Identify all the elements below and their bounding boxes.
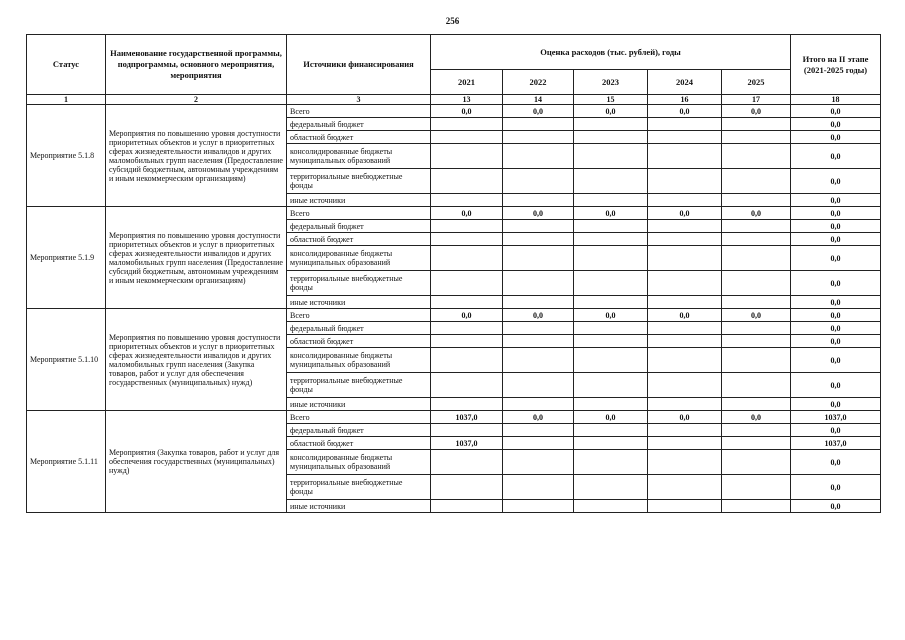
table-row xyxy=(27,309,881,322)
total-value: 0,0 xyxy=(791,398,881,411)
total-value: 0,0 xyxy=(791,207,881,220)
year-value xyxy=(431,398,503,411)
funding-source: областной бюджет xyxy=(287,233,431,246)
year-value: 0,0 xyxy=(722,105,791,118)
year-value xyxy=(722,194,791,207)
activity-status: Мероприятие 5.1.10 xyxy=(27,309,106,411)
total-value: 0,0 xyxy=(791,309,881,322)
year-value xyxy=(574,246,648,271)
year-value xyxy=(648,194,722,207)
table-row xyxy=(27,207,881,220)
year-value xyxy=(431,118,503,131)
year-value: 0,0 xyxy=(503,309,574,322)
year-value: 0,0 xyxy=(503,105,574,118)
header-program: Наименование государственной программы, подпрограммы, основного мероприятия, мероприятия xyxy=(106,35,287,95)
year-value: 0,0 xyxy=(574,207,648,220)
year-value xyxy=(722,220,791,233)
year-value xyxy=(431,475,503,500)
year-value xyxy=(503,233,574,246)
year-value xyxy=(503,335,574,348)
funding-source: Всего xyxy=(287,105,431,118)
header-row xyxy=(27,35,881,70)
year-value: 0,0 xyxy=(431,207,503,220)
year-value xyxy=(648,424,722,437)
year-value xyxy=(503,131,574,144)
year-value: 0,0 xyxy=(503,207,574,220)
year-value xyxy=(722,475,791,500)
year-value xyxy=(648,450,722,475)
year-value xyxy=(722,118,791,131)
total-value: 0,0 xyxy=(791,500,881,513)
year-value xyxy=(574,169,648,194)
header-year: 2021 xyxy=(431,70,503,95)
year-value xyxy=(648,437,722,450)
year-value xyxy=(722,131,791,144)
funding-source: иные источники xyxy=(287,398,431,411)
total-value: 0,0 xyxy=(791,220,881,233)
column-number: 14 xyxy=(503,95,574,105)
funding-source: Всего xyxy=(287,207,431,220)
year-value xyxy=(648,131,722,144)
year-value xyxy=(574,398,648,411)
year-value xyxy=(722,500,791,513)
year-value xyxy=(503,220,574,233)
year-value xyxy=(648,246,722,271)
funding-source: консолидированные бюджеты муниципальных образований xyxy=(287,348,431,373)
year-value xyxy=(503,271,574,296)
activity-description: Мероприятия (Закупка товаров, работ и услуг для обеспечения государственных (муниципальных) нужд) xyxy=(106,411,287,513)
funding-source: территориальные внебюджетные фонды xyxy=(287,271,431,296)
activity-description: Мероприятия по повышению уровня доступности приоритетных объектов и услуг в приоритетных сферах жизнедеятельности инвалидов и других маломобильных групп населения (Закупка товаров, работ и услуг для обеспечения государственных (муниципальных) нужд) xyxy=(106,309,287,411)
total-value: 0,0 xyxy=(791,373,881,398)
total-value: 0,0 xyxy=(791,246,881,271)
year-value xyxy=(574,348,648,373)
year-value xyxy=(503,398,574,411)
total-value: 0,0 xyxy=(791,348,881,373)
year-value xyxy=(648,373,722,398)
funding-source: федеральный бюджет xyxy=(287,424,431,437)
funding-source: иные источники xyxy=(287,194,431,207)
funding-source: федеральный бюджет xyxy=(287,220,431,233)
year-value xyxy=(503,373,574,398)
total-value: 0,0 xyxy=(791,118,881,131)
year-value xyxy=(722,271,791,296)
funding-source: территориальные внебюджетные фонды xyxy=(287,169,431,194)
year-value xyxy=(431,194,503,207)
header-year: 2023 xyxy=(574,70,648,95)
year-value xyxy=(503,500,574,513)
year-value xyxy=(431,220,503,233)
column-number: 13 xyxy=(431,95,503,105)
year-value xyxy=(574,296,648,309)
total-value: 0,0 xyxy=(791,475,881,500)
year-value: 0,0 xyxy=(648,309,722,322)
year-value xyxy=(574,335,648,348)
table-row xyxy=(27,411,881,424)
year-value xyxy=(574,144,648,169)
year-value xyxy=(722,169,791,194)
funding-source: областной бюджет xyxy=(287,437,431,450)
funding-source: федеральный бюджет xyxy=(287,118,431,131)
year-value xyxy=(722,437,791,450)
column-number: 16 xyxy=(648,95,722,105)
header-sources: Источники финансирования xyxy=(287,35,431,95)
year-value xyxy=(648,118,722,131)
activity-status: Мероприятие 5.1.9 xyxy=(27,207,106,309)
column-numbers-row xyxy=(27,95,881,105)
year-value xyxy=(648,398,722,411)
total-value: 0,0 xyxy=(791,450,881,475)
total-value: 0,0 xyxy=(791,105,881,118)
header-total: Итого на II этапе (2021-2025 годы) xyxy=(791,35,881,95)
total-value: 0,0 xyxy=(791,296,881,309)
funding-source: иные источники xyxy=(287,296,431,309)
year-value xyxy=(722,335,791,348)
year-value xyxy=(574,131,648,144)
funding-source: областной бюджет xyxy=(287,335,431,348)
year-value xyxy=(574,322,648,335)
funding-source: консолидированные бюджеты муниципальных образований xyxy=(287,144,431,169)
year-value xyxy=(574,194,648,207)
year-value xyxy=(503,246,574,271)
year-value xyxy=(574,450,648,475)
year-value xyxy=(648,322,722,335)
year-value xyxy=(722,424,791,437)
year-value xyxy=(503,194,574,207)
activity-status: Мероприятие 5.1.11 xyxy=(27,411,106,513)
column-number: 2 xyxy=(106,95,287,105)
column-number: 3 xyxy=(287,95,431,105)
year-value xyxy=(574,424,648,437)
year-value: 0,0 xyxy=(574,105,648,118)
funding-source: Всего xyxy=(287,411,431,424)
activity-description: Мероприятия по повышению уровня доступности приоритетных объектов и услуг в приоритетных сферах жизнедеятельности инвалидов и других маломобильных групп населения (Предоставление субсидий бюджетным, автономным учреждениям и иным некоммерческим организациям) xyxy=(106,207,287,309)
year-value xyxy=(503,322,574,335)
year-value: 0,0 xyxy=(431,309,503,322)
year-value xyxy=(648,296,722,309)
year-value xyxy=(722,246,791,271)
year-value xyxy=(431,246,503,271)
year-value xyxy=(431,271,503,296)
year-value xyxy=(574,118,648,131)
total-value: 0,0 xyxy=(791,335,881,348)
year-value xyxy=(722,450,791,475)
column-number: 18 xyxy=(791,95,881,105)
total-value: 0,0 xyxy=(791,144,881,169)
year-value xyxy=(648,220,722,233)
year-value xyxy=(574,271,648,296)
table-row xyxy=(27,105,881,118)
activity-description: Мероприятия по повышению уровня доступности приоритетных объектов и услуг в приоритетных сферах жизнедеятельности инвалидов и других маломобильных групп населения (Предоставление субсидий бюджетным, автономным учреждениям и иным некоммерческим организациям) xyxy=(106,105,287,207)
year-value: 0,0 xyxy=(722,207,791,220)
year-value xyxy=(574,475,648,500)
year-value xyxy=(431,144,503,169)
activity-status: Мероприятие 5.1.8 xyxy=(27,105,106,207)
year-value xyxy=(574,220,648,233)
total-value: 0,0 xyxy=(791,322,881,335)
total-value: 0,0 xyxy=(791,194,881,207)
funding-source: территориальные внебюджетные фонды xyxy=(287,475,431,500)
budget-table xyxy=(26,34,881,513)
year-value: 0,0 xyxy=(648,207,722,220)
funding-source: Всего xyxy=(287,309,431,322)
total-value: 1037,0 xyxy=(791,437,881,450)
year-value xyxy=(503,296,574,309)
year-value xyxy=(431,348,503,373)
funding-source: федеральный бюджет xyxy=(287,322,431,335)
total-value: 0,0 xyxy=(791,424,881,437)
year-value: 0,0 xyxy=(431,105,503,118)
year-value xyxy=(648,233,722,246)
year-value xyxy=(648,335,722,348)
year-value xyxy=(431,500,503,513)
year-value xyxy=(503,450,574,475)
year-value xyxy=(431,169,503,194)
year-value: 0,0 xyxy=(574,411,648,424)
year-value: 0,0 xyxy=(503,411,574,424)
funding-source: территориальные внебюджетные фонды xyxy=(287,373,431,398)
year-value xyxy=(574,373,648,398)
year-value: 1037,0 xyxy=(431,411,503,424)
funding-source: областной бюджет xyxy=(287,131,431,144)
year-value xyxy=(574,233,648,246)
year-value xyxy=(431,450,503,475)
year-value xyxy=(431,131,503,144)
year-value: 0,0 xyxy=(648,411,722,424)
year-value xyxy=(648,348,722,373)
column-number: 17 xyxy=(722,95,791,105)
year-value xyxy=(503,437,574,450)
header-year: 2025 xyxy=(722,70,791,95)
funding-source: консолидированные бюджеты муниципальных образований xyxy=(287,246,431,271)
total-value: 0,0 xyxy=(791,131,881,144)
page-number: 256 xyxy=(445,16,460,26)
total-value: 1037,0 xyxy=(791,411,881,424)
column-number: 15 xyxy=(574,95,648,105)
year-value xyxy=(431,296,503,309)
year-value: 0,0 xyxy=(722,411,791,424)
funding-source: консолидированные бюджеты муниципальных образований xyxy=(287,450,431,475)
year-value xyxy=(503,424,574,437)
year-value xyxy=(722,348,791,373)
header-year: 2022 xyxy=(503,70,574,95)
total-value: 0,0 xyxy=(791,271,881,296)
year-value xyxy=(574,500,648,513)
year-value xyxy=(431,335,503,348)
total-value: 0,0 xyxy=(791,169,881,194)
year-value xyxy=(648,475,722,500)
year-value xyxy=(722,373,791,398)
year-value xyxy=(722,144,791,169)
year-value xyxy=(431,322,503,335)
year-value xyxy=(648,500,722,513)
year-value: 0,0 xyxy=(722,309,791,322)
year-value xyxy=(722,233,791,246)
total-value: 0,0 xyxy=(791,233,881,246)
year-value xyxy=(648,169,722,194)
year-value: 1037,0 xyxy=(431,437,503,450)
year-value xyxy=(722,296,791,309)
year-value xyxy=(574,437,648,450)
column-number: 1 xyxy=(27,95,106,105)
year-value: 0,0 xyxy=(574,309,648,322)
year-value xyxy=(431,424,503,437)
year-value xyxy=(503,118,574,131)
year-value xyxy=(503,348,574,373)
year-value: 0,0 xyxy=(648,105,722,118)
year-value xyxy=(648,271,722,296)
year-value xyxy=(722,398,791,411)
year-value xyxy=(722,322,791,335)
funding-source: иные источники xyxy=(287,500,431,513)
header-year: 2024 xyxy=(648,70,722,95)
header-estimate: Оценка расходов (тыс. рублей), годы xyxy=(431,35,791,70)
year-value xyxy=(648,144,722,169)
year-value xyxy=(431,233,503,246)
year-value xyxy=(431,373,503,398)
year-value xyxy=(503,169,574,194)
header-status: Статус xyxy=(27,35,106,95)
year-value xyxy=(503,475,574,500)
year-value xyxy=(503,144,574,169)
